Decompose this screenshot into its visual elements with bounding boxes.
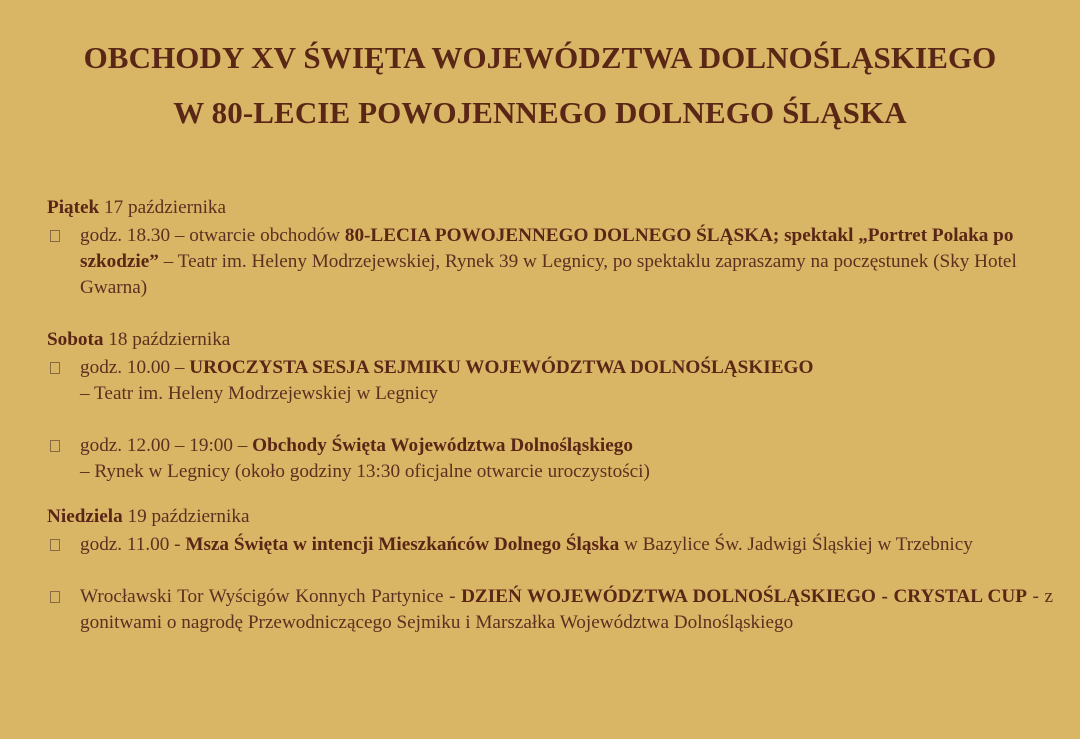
program-content bbox=[47, 195, 1053, 636]
day-name: Piątek bbox=[47, 197, 100, 218]
checkbox-bullet-icon bbox=[50, 362, 60, 374]
item-detail: w Bazylice Św. Jadwigi Śląskiej w Trzebnicy bbox=[619, 534, 973, 555]
item-highlight: DZIEŃ WOJEWÓDZTWA DOLNOŚLĄSKIEGO - CRYSTAL CUP bbox=[461, 586, 1027, 607]
item-detail: – Teatr im. Heleny Modrzejewskiej, Rynek 39 w Legnicy, po spektaklu zapraszamy na poczęstunek (Sky Hotel Gwarna) bbox=[80, 251, 1017, 298]
day-date: 17 października bbox=[104, 197, 227, 218]
program-item-text bbox=[80, 433, 1053, 485]
day-heading-sunday bbox=[47, 504, 1053, 530]
item-time: godz. 10.00 – bbox=[80, 357, 190, 378]
item-highlight: Obchody Święta Województwa Dolnośląskiego bbox=[252, 435, 633, 456]
day-date: 18 października bbox=[108, 329, 231, 350]
item-highlight: UROCZYSTA SESJA SEJMIKU WOJEWÓDZTWA DOLNOŚLĄSKIEGO bbox=[189, 357, 814, 378]
checkbox-bullet-icon bbox=[50, 591, 60, 603]
item-detail: - z gonitwami o nagrodę Przewodniczącego Sejmiku i Marszałka Województwa Dolnośląskiego bbox=[80, 586, 1053, 633]
day-heading-friday bbox=[47, 195, 1053, 221]
day-name: Niedziela bbox=[47, 506, 123, 527]
item-time: godz. 12.00 – 19:00 – bbox=[80, 435, 253, 456]
program-item-text bbox=[80, 223, 1053, 301]
item-time: godz. 18.30 – otwarcie obchodów bbox=[80, 225, 345, 246]
main-title-line-2: W 80-LECIE POWOJENNEGO DOLNEGO ŚLĄSKA bbox=[173, 95, 907, 130]
main-title-line-1: OBCHODY XV ŚWIĘTA WOJEWÓDZTWA DOLNOŚLĄSKIEGO bbox=[83, 40, 997, 75]
program-item bbox=[47, 223, 1053, 301]
checkbox-bullet-icon bbox=[50, 440, 60, 452]
checkbox-bullet-icon bbox=[50, 230, 60, 242]
item-time: godz. 11.00 - bbox=[80, 534, 186, 555]
day-name: Sobota bbox=[47, 329, 104, 350]
item-venue: Wrocławski Tor Wyścigów Konnych Partynice - bbox=[80, 586, 462, 607]
item-highlight: 80-LECIA POWOJENNEGO DOLNEGO ŚLĄSKA; spektakl „Portret Polaka po szkodzie” bbox=[80, 225, 1014, 272]
day-heading-saturday bbox=[47, 327, 1053, 353]
program-item-text bbox=[80, 355, 1053, 407]
item-detail: – Rynek w Legnicy (około godziny 13:30 oficjalne otwarcie uroczystości) bbox=[80, 461, 650, 482]
program-item bbox=[47, 433, 1053, 485]
checkbox-bullet-icon bbox=[50, 539, 60, 551]
program-item bbox=[47, 532, 1053, 558]
program-item bbox=[47, 355, 1053, 407]
item-highlight: Msza Święta w intencji Mieszkańców Dolnego Śląska bbox=[185, 534, 620, 555]
program-item bbox=[47, 584, 1053, 636]
program-item-text bbox=[80, 584, 1053, 636]
day-date: 19 października bbox=[127, 506, 250, 527]
program-item-text bbox=[80, 532, 1053, 558]
item-detail: – Teatr im. Heleny Modrzejewskiej w Legnicy bbox=[80, 383, 438, 404]
